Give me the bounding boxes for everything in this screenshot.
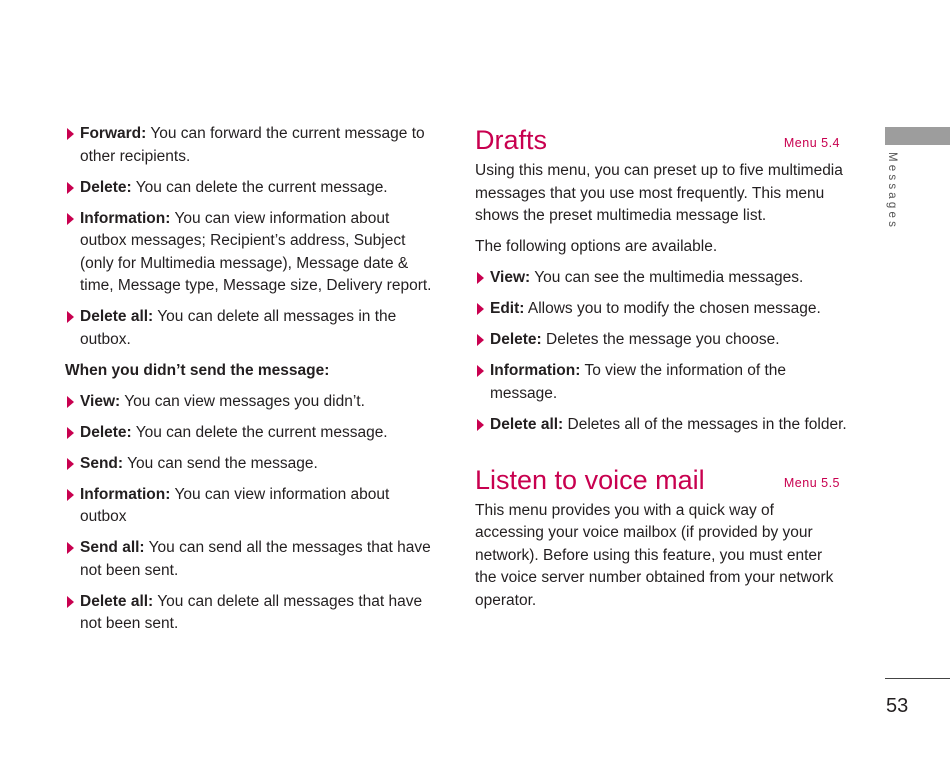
bullet-arrow-icon <box>67 213 74 225</box>
bullet-text: You can forward the current message to other recipients. <box>80 125 425 165</box>
bullet-term: Information: <box>490 362 581 379</box>
bullet-term: Delete: <box>80 423 132 441</box>
bullet-arrow-icon <box>67 427 74 439</box>
unsent-subheading: When you didn’t send the message: <box>65 361 330 379</box>
bullet-delete <box>65 177 435 200</box>
bullet-arrow-icon <box>67 489 74 501</box>
bullet-term: View: <box>490 269 531 286</box>
bullet-delete <box>475 329 847 352</box>
drafts-heading-row <box>475 122 847 158</box>
bullet-text: To view the information of the message. <box>490 362 787 402</box>
bullet-term: Delete: <box>490 331 542 348</box>
bullet-information <box>65 484 435 529</box>
bullet-term: Edit: <box>490 300 525 317</box>
bullet-text: You can send the message. <box>127 454 318 472</box>
drafts-options-intro: The following options are available. <box>475 238 718 255</box>
right-column <box>475 122 847 621</box>
bullet-text: Deletes the message you choose. <box>546 331 780 348</box>
footer-divider <box>885 678 950 679</box>
section-tab-label: Messages <box>886 152 898 231</box>
drafts-menu-number: Menu 5.4 <box>783 136 840 150</box>
bullet-arrow-icon <box>67 128 74 140</box>
bullet-edit <box>475 298 847 321</box>
bullet-term: Information: <box>80 485 171 503</box>
bullet-text: You can view information about outbox messages; Recipient’s address, Subject (only for Multimedia message), Message date & time, Message type, Message size, Delivery report. <box>80 209 432 294</box>
bullet-arrow-icon <box>67 542 74 554</box>
bullet-delete <box>65 422 435 445</box>
left-column <box>65 123 435 644</box>
bullet-delete-all <box>65 306 435 351</box>
drafts-intro: Using this menu, you can preset up to five multimedia messages that you use most frequently. This menu shows the preset multimedia message list. <box>475 162 843 224</box>
page-number: 53 <box>886 695 909 717</box>
drafts-title: Drafts <box>475 125 548 155</box>
bullet-arrow-icon <box>477 272 484 284</box>
bullet-term: Delete all: <box>80 308 154 325</box>
bullet-text: You can see the multimedia messages. <box>534 269 804 286</box>
bullet-information <box>475 360 847 405</box>
bullet-arrow-icon <box>477 365 484 377</box>
bullet-delete-all <box>475 414 847 437</box>
voice-mail-title: Listen to voice mail <box>475 464 705 495</box>
bullet-send-all <box>65 537 435 582</box>
bullet-text: You can delete the current message. <box>135 423 388 441</box>
bullet-term: Delete: <box>80 178 132 196</box>
bullet-text: You can delete all messages that have not been sent. <box>80 592 423 632</box>
bullet-arrow-icon <box>67 182 74 194</box>
section-spacer <box>475 445 847 462</box>
bullet-text: You can view messages you didn’t. <box>124 392 365 410</box>
bullet-view <box>65 391 435 414</box>
section-tab-marker <box>885 127 950 145</box>
bullet-text: You can send all the messages that have not been sent. <box>80 539 431 579</box>
bullet-term: Send: <box>80 454 124 472</box>
bullet-term: View: <box>80 392 121 410</box>
bullet-term: Send all: <box>80 539 145 556</box>
bullet-text: Allows you to modify the chosen message. <box>527 300 821 317</box>
bullet-arrow-icon <box>477 334 484 346</box>
bullet-arrow-icon <box>477 303 484 315</box>
voice-mail-menu-number: Menu 5.5 <box>783 475 840 490</box>
bullet-delete-all <box>65 591 435 636</box>
bullet-arrow-icon <box>67 311 74 323</box>
bullet-term: Delete all: <box>490 415 564 433</box>
bullet-send <box>65 453 435 476</box>
bullet-term: Delete all: <box>80 592 154 610</box>
bullet-information <box>65 208 435 298</box>
bullet-arrow-icon <box>477 419 484 431</box>
bullet-arrow-icon <box>67 458 74 470</box>
bullet-arrow-icon <box>67 596 74 608</box>
bullet-forward <box>65 123 435 168</box>
bullet-arrow-icon <box>67 396 74 408</box>
bullet-view <box>475 267 847 290</box>
bullet-text: Deletes all of the messages in the folder. <box>567 415 847 433</box>
bullet-text: You can view information about outbox <box>80 485 390 525</box>
voice-mail-body: This menu provides you with a quick way of accessing your voice mailbox (if provided by your network). Before using this feature, you must enter the voice server number obtained from your network operator. <box>475 501 834 609</box>
bullet-text: You can delete the current message. <box>135 178 388 196</box>
voice-mail-heading-row <box>475 462 847 498</box>
bullet-text: You can delete all messages in the outbox. <box>80 308 397 348</box>
bullet-term: Forward: <box>80 125 147 142</box>
bullet-term: Information: <box>80 209 171 227</box>
